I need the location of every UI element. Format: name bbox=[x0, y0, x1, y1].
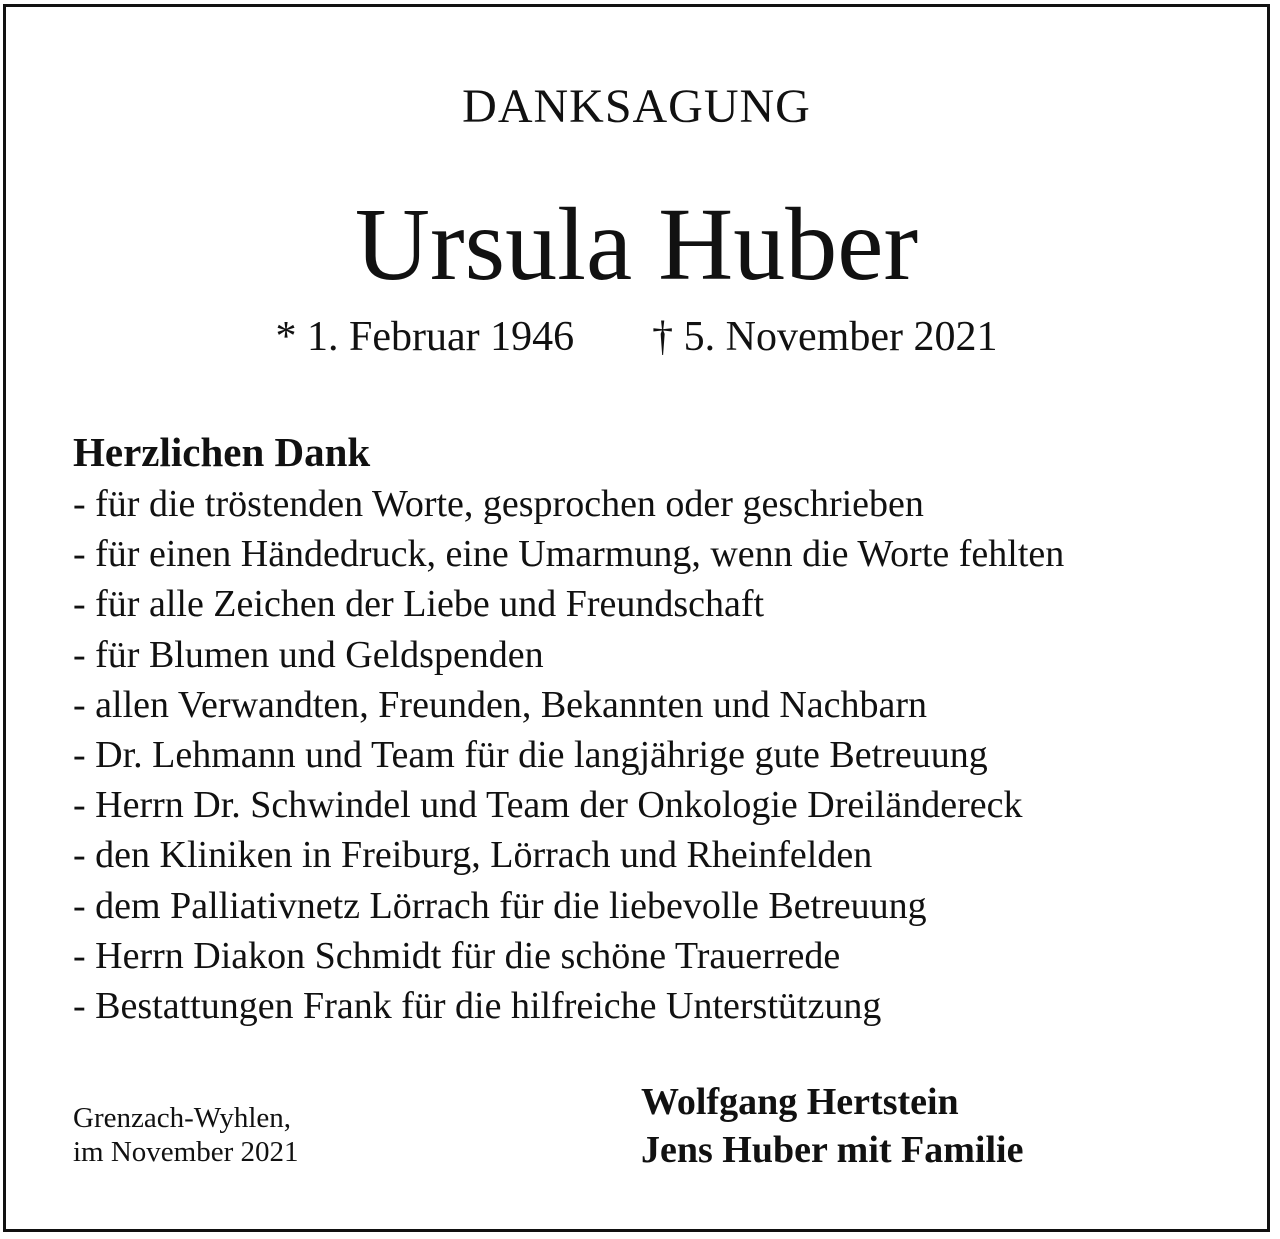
thanks-item: - für alle Zeichen der Liebe und Freundschaft bbox=[73, 583, 765, 626]
place-line: Grenzach-Wyhlen, bbox=[73, 1102, 292, 1134]
thanks-item: - Herrn Dr. Schwindel und Team der Onkologie Dreiländereck bbox=[73, 784, 1023, 827]
thanks-item: - für einen Händedruck, eine Umarmung, wenn die Worte fehlten bbox=[73, 533, 1065, 576]
birth-date: * 1. Februar 1946 bbox=[275, 314, 575, 360]
life-dates bbox=[6, 310, 1267, 364]
signer-name: Jens Huber mit Familie bbox=[641, 1129, 1024, 1171]
thanks-item: - Dr. Lehmann und Team für die langjährige gute Betreuung bbox=[73, 734, 988, 777]
death-date: † 5. November 2021 bbox=[652, 314, 998, 360]
thanks-item: - allen Verwandten, Freunden, Bekannten und Nachbarn bbox=[73, 683, 928, 726]
thanks-item: - für die tröstenden Worte, gesprochen oder geschrieben bbox=[73, 483, 924, 525]
signer-name: Wolfgang Hertstein bbox=[641, 1081, 959, 1123]
notice-frame bbox=[3, 4, 1270, 1232]
thanks-item: - Herrn Diakon Schmidt für die schöne Trauerrede bbox=[73, 934, 841, 977]
thanks-list bbox=[73, 479, 1064, 1031]
thanks-item: - dem Palliativnetz Lörrach für die liebevolle Betreuung bbox=[73, 884, 927, 927]
thanks-item: - für Blumen und Geldspenden bbox=[73, 633, 544, 676]
thanks-item: - Bestattungen Frank für die hilfreiche Unterstützung bbox=[73, 985, 882, 1028]
deceased-name: Ursula Huber bbox=[354, 187, 919, 302]
thanks-title: Herzlichen Dank bbox=[73, 429, 371, 475]
signers bbox=[641, 1078, 1023, 1174]
date-line: im November 2021 bbox=[73, 1136, 299, 1168]
place-and-date bbox=[73, 1101, 299, 1169]
thanks-item: - den Kliniken in Freiburg, Lörrach und Rheinfelden bbox=[73, 834, 873, 877]
notice-heading: DANKSAGUNG bbox=[462, 80, 811, 133]
